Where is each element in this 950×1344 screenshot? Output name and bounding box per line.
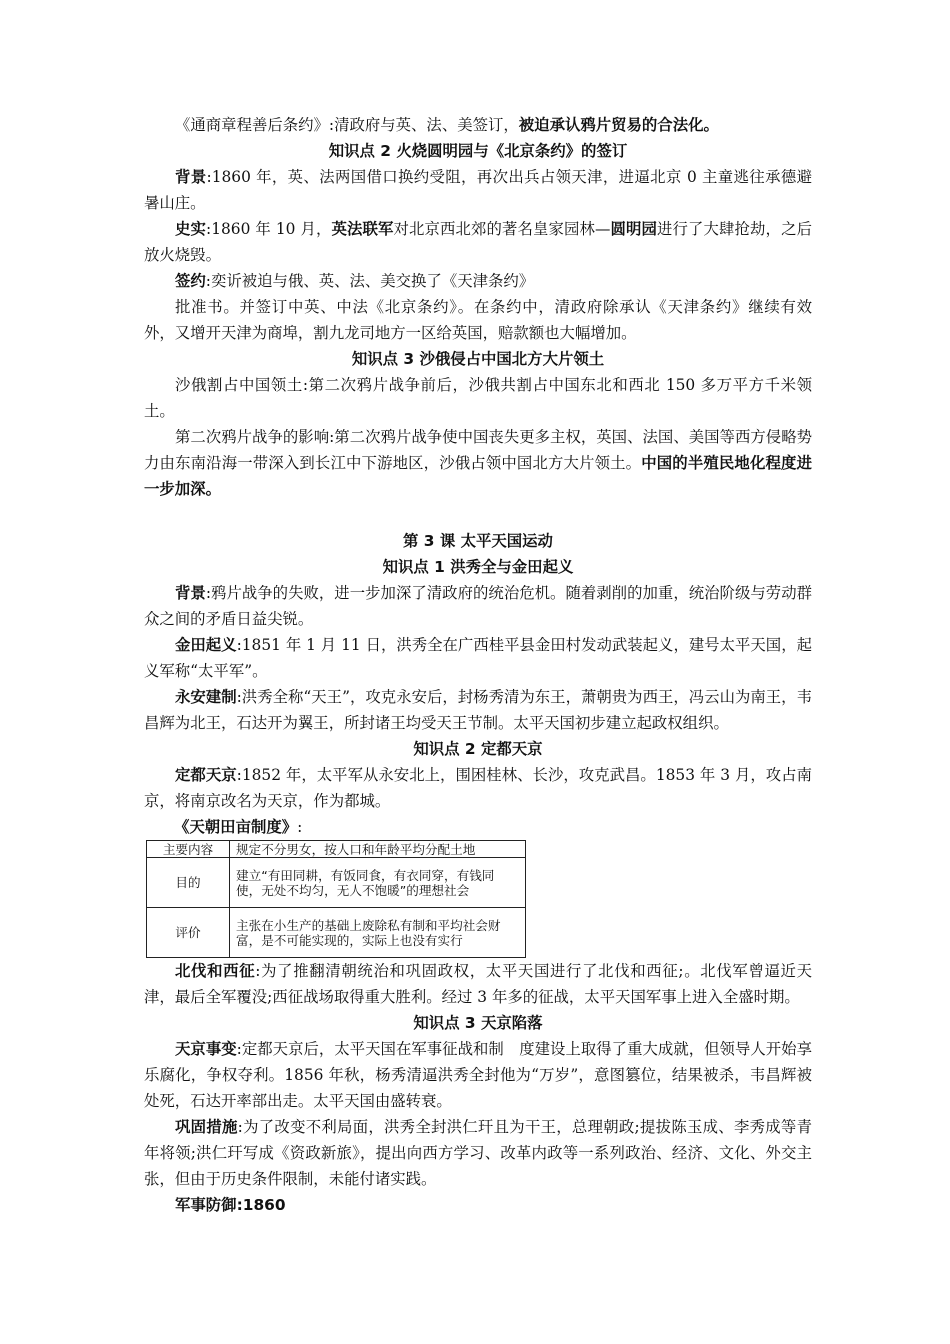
table-key-cell: 主要内容 <box>147 841 230 858</box>
table-row <box>147 841 526 858</box>
label-yongan: 永安建制 <box>175 688 237 706</box>
table-row <box>147 908 526 958</box>
label-consolidation: 巩固措施 <box>175 1118 238 1136</box>
paragraph-background-1860 <box>144 164 812 216</box>
section-heading-russia: 知识点 3 沙俄侵占中国北方大片领土 <box>351 350 605 368</box>
paragraph-war-impact <box>144 424 812 502</box>
section-heading-tianjing-capital: 知识点 2 定都天京 <box>413 740 543 758</box>
table-value-cell: 规定不分男女，按人口和年龄平均分配土地 <box>230 841 526 858</box>
bold-yuanmingyuan: 圆明园 <box>610 220 658 238</box>
paragraph-text: 对北京西北郊的著名皇家园林— <box>393 220 611 238</box>
paragraph-background-taiping <box>144 580 812 632</box>
bold-conclusion: 被迫承认鸦片贸易的合法化。 <box>518 116 719 134</box>
paragraph-yongan <box>144 684 812 736</box>
table-value-cell: 建立“有田同耕，有饭同食，有衣同穿，有钱同使，无处不均匀，无人不饱暖”的理想社会 <box>230 858 526 908</box>
paragraph-text: :定都天京后，太平天国在军事征战和制 度建设上取得了重大成就，但领导人开始享乐腐化，争权夺利。1856 年秋，杨秀清逼洪秀全封他为“万岁”，意图篡位，结果被杀，韦昌辉被处死，石达开率部出走。太平天国由盛转衰。 <box>144 1040 812 1110</box>
land-system-table <box>146 840 526 958</box>
paragraph-history-facts <box>144 216 812 268</box>
table-key-cell: 目的 <box>147 858 230 908</box>
paragraph-text: 进行了大肆抢劫，之后放火烧毁。 <box>144 220 812 264</box>
paragraph-text: :1860 <box>236 1196 286 1214</box>
table-row <box>147 858 526 908</box>
table-key-cell: 评价 <box>147 908 230 958</box>
document-body <box>144 112 812 1218</box>
label-capital: 定都天京 <box>175 766 237 784</box>
table-caption-colon: : <box>297 818 303 836</box>
paragraph-north-west-campaign <box>144 958 812 1010</box>
paragraph-jintian-uprising <box>144 632 812 684</box>
paragraph-defense <box>144 1192 812 1218</box>
label-history: 史实 <box>175 220 207 238</box>
paragraph-text: :鸦片战争的失败，进一步加深了清政府的统治危机。随着剥削的加重，统治阶级与劳动群众之间的矛盾日益尖锐。 <box>144 584 812 628</box>
paragraph-text: :1851 年 1 月 11 日，洪秀全在广西桂平县金田村发动武装起义，建号太平天国，起义军称“太平军”。 <box>144 636 812 680</box>
paragraph-text: :为了推翻清朝统治和巩固政权，太平天国进行了北伐和西征;。北伐军曾逼近天津，最后全军覆没;西征战场取得重大胜利。经过 3 年多的征战，太平天国军事上进入全盛时期。 <box>144 962 812 1006</box>
paragraph-tianjing-incident <box>144 1036 812 1114</box>
paragraph-text: :1860 年 10 月， <box>206 220 332 238</box>
paragraph-consolidation <box>144 1114 812 1192</box>
paragraph-russia-territory: 沙俄割占中国领土:第二次鸦片战争前后，沙俄共割占中国东北和西北 150 多万平方千米领土。 <box>144 376 812 420</box>
label-incident: 天京事变 <box>175 1040 237 1058</box>
paragraph-text: 第二次鸦片战争的影响:第二次鸦片战争使中国丧失更多主权，英国、法国、美国等西方侵略势力由东南沿海一带深入到长江中下游地区，沙俄占领中国北方大片领土。 <box>144 428 812 472</box>
label-defense: 军事防御 <box>175 1196 237 1214</box>
paragraph-beijing-treaty: 批准书。并签订中英、中法《北京条约》。在条约中，清政府除承认《天津条约》继续有效外，又增开天津为商埠，割九龙司地方一区给英国，赔款额也大幅增加。 <box>144 298 812 342</box>
bold-impact-conclusion: 中国的半殖民地化程度进一步加深。 <box>144 454 812 498</box>
table-value-cell: 主张在小生产的基础上废除私有制和平均社会财富，是不可能实现的，实际上也没有实行 <box>230 908 526 958</box>
paragraph-text: :奕䜣被迫与俄、英、法、美交换了《天津条约》 <box>205 272 535 290</box>
lesson-title: 第 3 课 太平天国运动 <box>403 532 553 550</box>
label-jintian: 金田起义 <box>175 636 237 654</box>
paragraph-signing <box>144 268 812 294</box>
table-caption <box>174 814 812 840</box>
label-signing: 签约 <box>175 272 206 290</box>
paragraph-capital <box>144 762 812 814</box>
paragraph-text: 《通商章程善后条约》:清政府与英、法、美签订， <box>175 116 519 134</box>
section-heading-fall: 知识点 3 天京陷落 <box>413 1014 543 1032</box>
paragraph-treaty-regulations <box>144 112 812 138</box>
paragraph-text: :为了改变不利局面，洪秀全封洪仁玕且为干王，总理朝政;提拔陈玉成、李秀成等青年将领;洪仁玕写成《资政新旅》，提出向西方学习、改革内政等一系列政治、经济、文化、外交主张，但由于历史条件限制，未能付诸实践。 <box>144 1118 812 1188</box>
paragraph-text: :1860 年，英、法两国借口换约受阻，再次出兵占领天津，进逼北京 0 主童逃往承德避暑山庄。 <box>144 168 812 212</box>
label-campaign: 北伐和西征 <box>175 962 256 980</box>
section-heading-jintian: 知识点 1 洪秀全与金田起义 <box>382 558 574 576</box>
label-background: 背景 <box>175 584 206 602</box>
paragraph-text: :1852 年，太平军从永安北上，围困桂林、长沙，攻克武昌。1853 年 3 月，攻占南京，将南京改名为天京，作为都城。 <box>144 766 812 810</box>
label-background: 背景 <box>175 168 207 186</box>
section-heading-yuanmingyuan: 知识点 2 火烧圆明园与《北京条约》的签订 <box>328 142 628 160</box>
table-caption-title: 《天朝田亩制度》 <box>174 818 298 836</box>
bold-allied-forces: 英法联军 <box>331 220 394 238</box>
paragraph-text: :洪秀全称“天王”，攻克永安后，封杨秀清为东王，萧朝贵为西王，冯云山为南王，韦昌辉为北王，石达开为翼王，所封诸王均受天王节制。太平天国初步建立起政权组织。 <box>144 688 812 732</box>
